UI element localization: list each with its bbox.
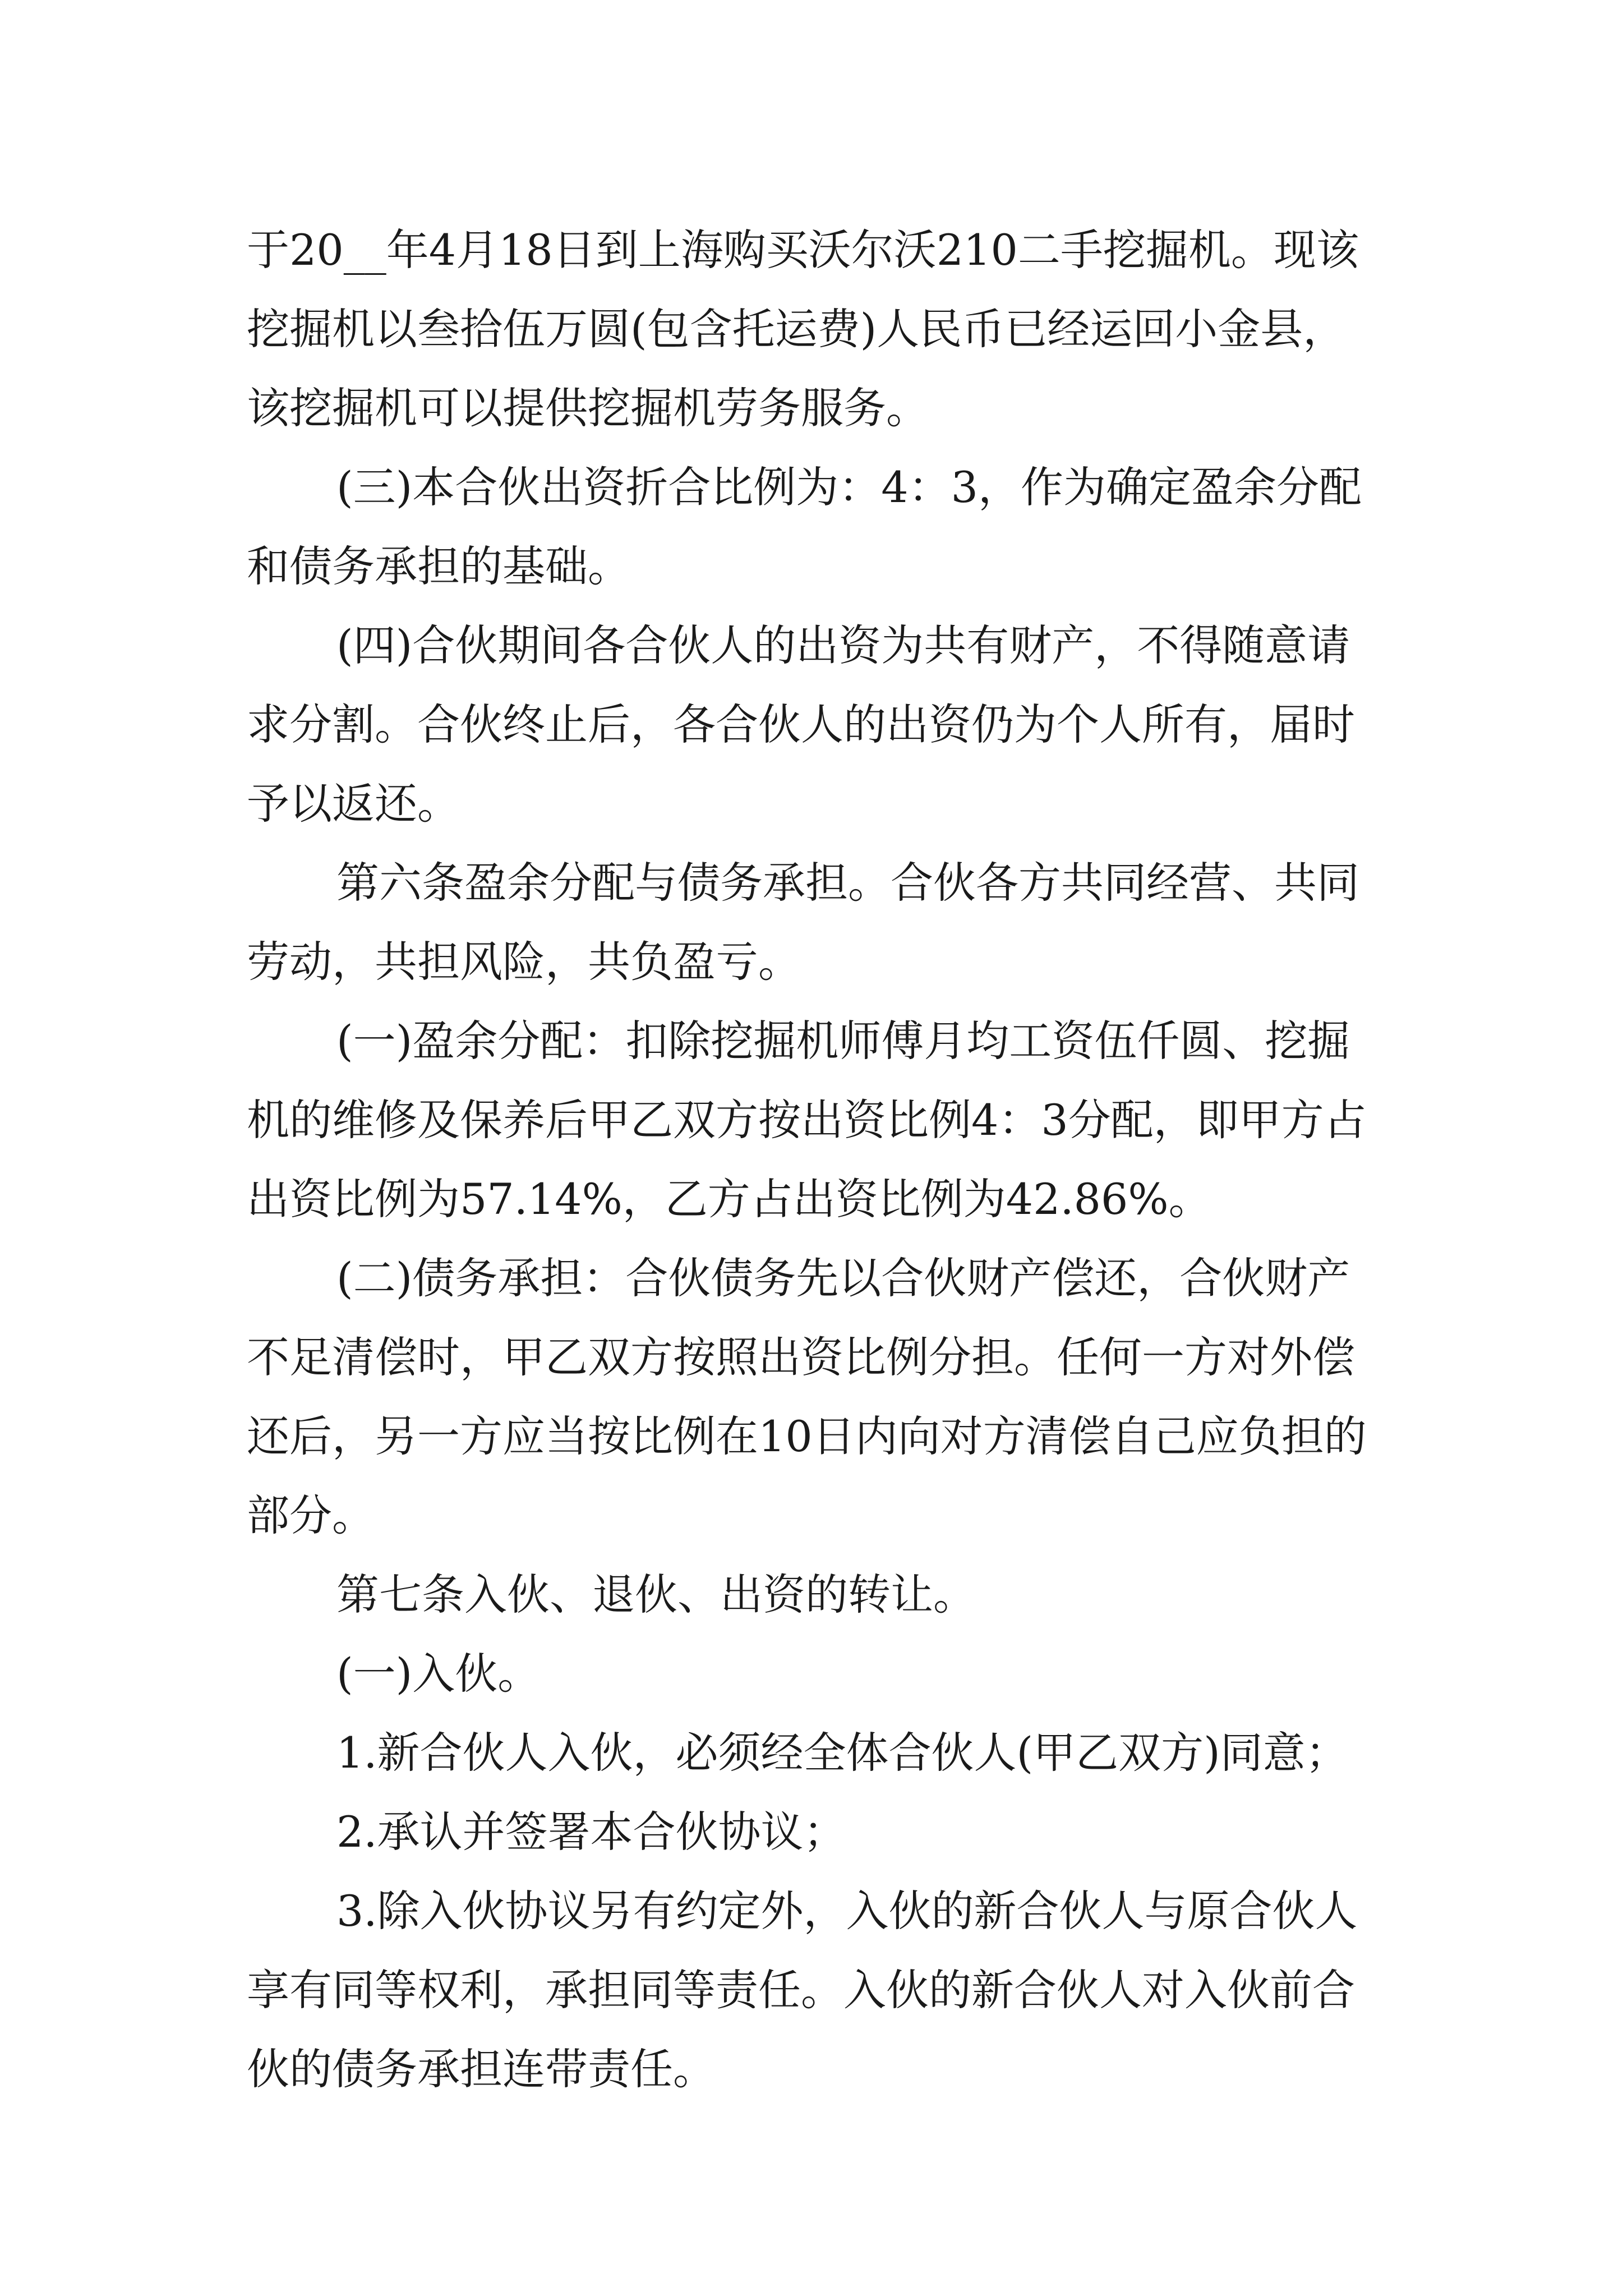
paragraph-joining-item-3: 3.除入伙协议另有约定外，入伙的新合伙人与原合伙人享有同等权利，承担同等责任。入伙的新合伙人对入伙前合伙的债务承担连带责任。 — [247, 1886, 1358, 2094]
paragraph-purchase: 于20__年4月18日到上海购买沃尔沃210二手挖掘机。现该挖掘机以叁拾伍万圆(包含托运费)人民币已经运回小金县，该挖掘机可以提供挖掘机劳务服务。 — [247, 225, 1359, 433]
paragraph-joining-heading: (一)入伙。 — [336, 1649, 541, 1699]
paragraph-joining-item-1: 1.新合伙人入伙，必须经全体合伙人(甲乙双方)同意； — [336, 1728, 1348, 1778]
paragraph-article-seven: 第七条入伙、退伙、出资的转让。 — [336, 1570, 976, 1619]
paragraph-contribution-ratio: (三)本合伙出资折合比例为：4：3，作为确定盈余分配和债务承担的基础。 — [247, 462, 1362, 591]
paragraph-joining-item-2: 2.承认并签署本合伙协议； — [336, 1807, 846, 1857]
document-body — [247, 210, 1380, 2109]
paragraph-common-property: (四)合伙期间各合伙人的出资为共有财产，不得随意请求分割。合伙终止后，各合伙人的出资仍为个人所有，届时予以返还。 — [247, 620, 1355, 829]
paragraph-article-six: 第六条盈余分配与债务承担。合伙各方共同经营、共同劳动，共担风险，共负盈亏。 — [247, 858, 1359, 987]
paragraph-surplus-distribution: (一)盈余分配：扣除挖掘机师傅月均工资伍仟圆、挖掘机的维修及保养后甲乙双方按出资比例4：3分配，即甲方占出资比例为57.14%，乙方占出资比例为42.86%。 — [247, 1016, 1367, 1224]
paragraph-debt-bearing: (二)债务承担：合伙债务先以合伙财产偿还，合伙财产不足清偿时，甲乙双方按照出资比例分担。任何一方对外偿还后，另一方应当按比例在10日内向对方清偿自己应负担的部分。 — [247, 1253, 1367, 1540]
